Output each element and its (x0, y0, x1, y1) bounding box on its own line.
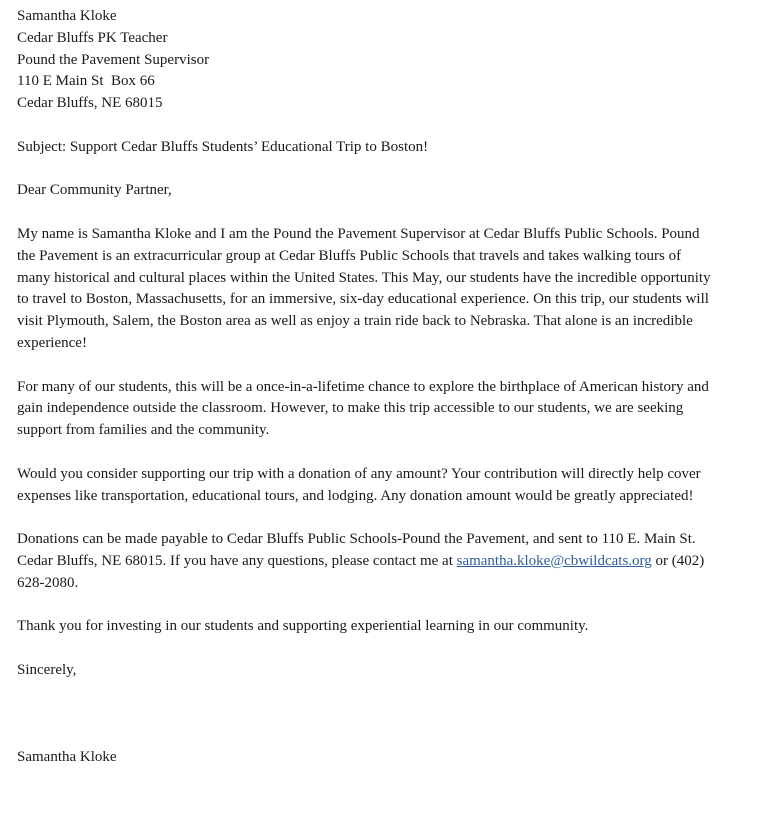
sender-address-street: 110 E Main St Box 66 (17, 73, 155, 90)
salutation: Dear Community Partner, (17, 182, 172, 199)
paragraph-intro: My name is Samantha Kloke and I am the Pound the Pavement Supervisor at Cedar Bluffs Public Schools. Pound the Pavement is an extracurricular group at Cedar Bluffs Public Schools that travels and takes walking tours of many historical and cultural places within the United States. This May, our students have the incredible opportunity to travel to Boston, Massachusetts, for an immersive, six-day educational experience. On this trip, our students will visit Plymouth, Salem, the Boston area as well as enjoy a train ride back to Nebraska. That alone is an incredible experience! (17, 225, 711, 351)
sender-name: Samantha Kloke (17, 8, 117, 24)
paragraph-request: Would you consider supporting our trip with a donation of any amount? Your contribution will directly help cover expenses like transportation, educational tours, and lodging. Any donation amount would be greatly appreciated! (17, 465, 701, 504)
paragraph-opportunity: For many of our students, this will be a once-in-a-lifetime chance to explore the birthplace of American history and gain independence outside the classroom. However, to make this trip accessible to our students, we are seeking support from families and the community. (17, 378, 709, 439)
sender-address-city: Cedar Bluffs, NE 68015 (17, 95, 163, 112)
sender-title-supervisor: Pound the Pavement Supervisor (17, 51, 210, 68)
paragraph-thanks: Thank you for investing in our students and supporting experiential learning in our community. (17, 618, 589, 635)
phone-text: or (402) 628-2080. (17, 552, 705, 591)
sender-title-teacher: Cedar Bluffs PK Teacher (17, 29, 168, 46)
letter (17, 6, 717, 769)
sender-block (17, 6, 717, 115)
subject-line: Subject: Support Cedar Bluffs Students’ Educational Trip to Boston! (17, 138, 429, 155)
paragraph-donations (17, 529, 717, 594)
closing: Sincerely, (17, 661, 77, 678)
signature-name: Samantha Kloke (17, 749, 117, 766)
donation-instructions: Donations can be made payable to Cedar Bluffs Public Schools-Pound the Pavement, and sent to 110 E. Main St. Cedar Bluffs, NE 68015. If you have any questions, please contact me at (17, 531, 696, 569)
email-link[interactable]: samantha.kloke@cbwildcats.org (456, 552, 652, 569)
